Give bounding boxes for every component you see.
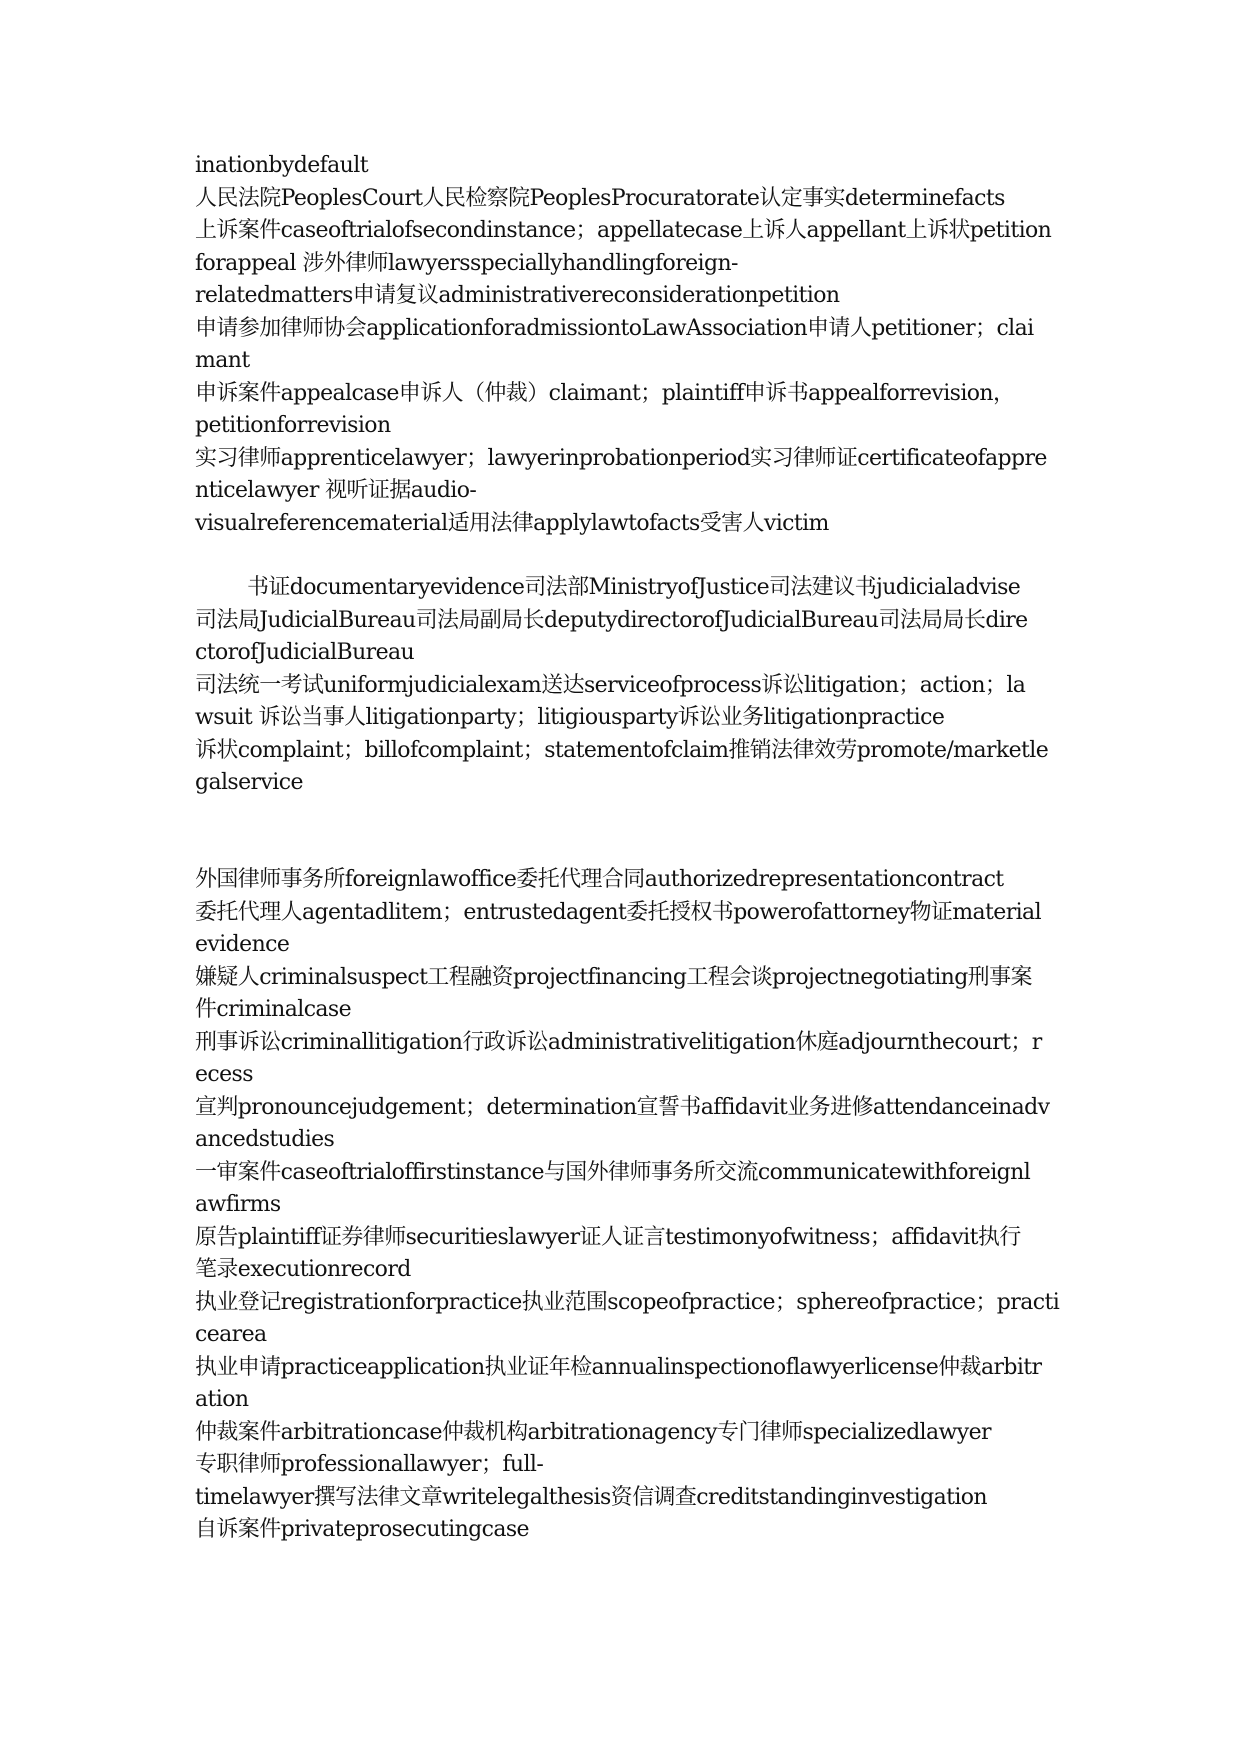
text-line: 外国律师事务所foreignlawoffice委托代理合同authorizedrepresentationcontract: [195, 867, 1004, 892]
text-line: 上诉案件caseoftrialofsecondinstance；appellatecase上诉人appellant上诉状petition: [195, 218, 1052, 243]
text-line: 司法统一考试uniformjudicialexam送达serviceofprocess诉讼litigation；action；la: [195, 672, 1026, 698]
text-line: visualreferencematerial适用法律applylawtofacts受害人victim: [195, 510, 829, 536]
text-line: wsuit 诉讼当事人litigationparty；litigiousparty诉讼业务litigationpractice: [195, 705, 945, 730]
text-line: 原告plaintiff证券律师securitieslawyer证人证言testimonyofwitness；affidavit执行: [195, 1224, 1021, 1250]
text-line: ancedstudies: [195, 1127, 335, 1152]
text-line: 宣判pronouncejudgement；determination宣誓书affidavit业务进修attendanceinadv: [195, 1094, 1050, 1120]
text-line: awfirms: [195, 1192, 281, 1217]
text-line: 诉状complaint；billofcomplaint；statementofclaim推销法律效劳promote/marketle: [195, 737, 1049, 763]
text-line: evidence: [195, 932, 290, 957]
text-line: 书证documentaryevidence司法部MinistryofJustice司法建议书judicialadvise: [247, 575, 1021, 600]
text-line: 司法局JudicialBureau司法局副局长deputydirectorofJudicialBureau司法局局长dire: [195, 607, 1028, 633]
text-line: ecess: [195, 1062, 253, 1087]
text-line: forappeal 涉外律师lawyersspeciallyhandlingforeign-: [195, 250, 738, 276]
text-line: 件criminalcase: [195, 997, 352, 1022]
text-line: cearea: [195, 1322, 267, 1347]
text-line: 申诉案件appealcase申诉人（仲裁）claimant；plaintiff申诉书appealforrevision，: [195, 380, 1015, 406]
text-line: 嫌疑人criminalsuspect工程融资projectfinancing工程会谈projectnegotiating刑事案: [195, 964, 1032, 990]
text-line: ctorofJudicialBureau: [195, 640, 415, 665]
text-line: 申请参加律师协会applicationforadmissiontoLawAssociation申请人petitioner；clai: [195, 315, 1034, 341]
text-line: inationbydefault: [195, 153, 368, 178]
text-line: 执业登记registrationforpractice执业范围scopeofpractice；sphereofpractice；practi: [195, 1289, 1060, 1315]
text-line: petitionforrevision: [195, 413, 391, 438]
text-line: ation: [195, 1387, 249, 1412]
text-line: nticelawyer 视听证据audio-: [195, 478, 477, 503]
glossary-section-1: [195, 150, 1055, 540]
text-line: 自诉案件privateprosecutingcase: [195, 1517, 529, 1542]
text-line: 委托代理人agentadlitem；entrustedagent委托授权书powerofattorney物证material: [195, 899, 1042, 925]
text-line: 人民法院PeoplesCourt人民检察院PeoplesProcuratorate认定事实determinefacts: [195, 185, 1005, 211]
glossary-section-3: [195, 864, 1060, 1547]
text-line: 刑事诉讼criminallitigation行政诉讼administrativelitigation休庭adjournthecourt；r: [195, 1029, 1042, 1055]
text-line: 仲裁案件arbitrationcase仲裁机构arbitrationagency专门律师specializedlawyer: [195, 1419, 991, 1445]
text-line: 执业申请practiceapplication执业证年检annualinspectionoflawyerlicense仲裁arbitr: [195, 1354, 1042, 1380]
text-line: 一审案件caseoftrialoffirstinstance与国外律师事务所交流communicatewithforeignl: [195, 1159, 1031, 1185]
text-line: relatedmatters申请复议administrativereconsiderationpetition: [195, 283, 840, 308]
text-line: timelawyer撰写法律文章writelegalthesis资信调查creditstandinginvestigation: [195, 1484, 988, 1510]
text-line: mant: [195, 348, 250, 373]
text-line: 专职律师professionallawyer；full-: [195, 1452, 544, 1477]
text-line: 实习律师apprenticelawyer；lawyerinprobationperiod实习律师证certificateofappre: [195, 445, 1047, 471]
text-line: galservice: [195, 770, 303, 795]
glossary-section-2: [195, 572, 1055, 800]
text-line: 笔录executionrecord: [195, 1257, 411, 1282]
